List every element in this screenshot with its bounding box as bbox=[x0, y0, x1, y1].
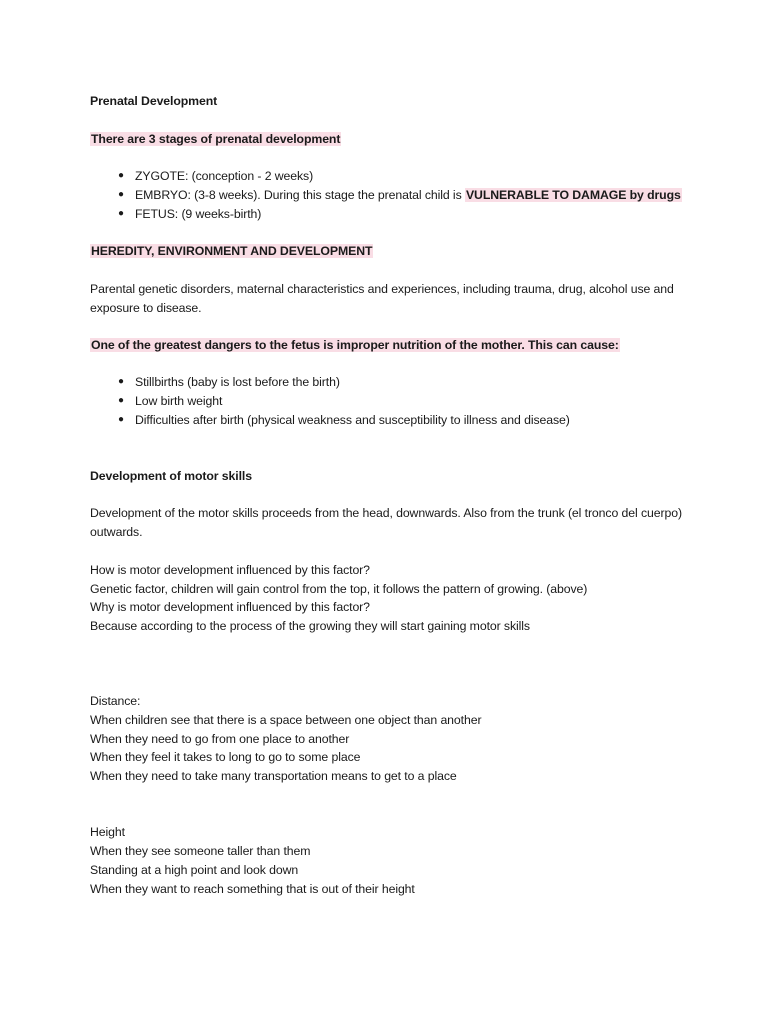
list-item-text bbox=[135, 187, 682, 203]
paragraph-line: How is motor development influenced by this factor? bbox=[90, 563, 370, 577]
danger-heading bbox=[90, 337, 620, 353]
list-item-text: ZYGOTE: (conception - 2 weeks) bbox=[135, 169, 314, 183]
heredity-heading-text: HEREDITY, ENVIRONMENT AND DEVELOPMENT bbox=[91, 244, 373, 258]
paragraph-line: When they need to take many transportation means to get to a place bbox=[90, 769, 457, 783]
section-label-height: Height bbox=[90, 825, 125, 839]
bullet-icon: ● bbox=[118, 170, 124, 181]
paragraph-line: Development of the motor skills proceeds from the head, downwards. Also from the trunk (el tronco del cuerpo) bbox=[90, 506, 682, 520]
list-item-text: Difficulties after birth (physical weakness and susceptibility to illness and disease) bbox=[135, 413, 570, 427]
list-item-text: FETUS: (9 weeks-birth) bbox=[135, 207, 262, 221]
paragraph-line: Because according to the process of the growing they will start gaining motor skills bbox=[90, 619, 530, 633]
list-item-text: Low birth weight bbox=[135, 394, 223, 408]
paragraph-line: Parental genetic disorders, maternal characteristics and experiences, including trauma, drug, alcohol use and bbox=[90, 282, 674, 296]
paragraph-line: Standing at a high point and look down bbox=[90, 863, 299, 877]
bullet-icon: ● bbox=[118, 208, 124, 219]
bullet-icon: ● bbox=[118, 376, 124, 387]
list-item-text: Stillbirths (baby is lost before the birth) bbox=[135, 375, 340, 389]
bullet-icon: ● bbox=[118, 395, 124, 406]
bullet-icon: ● bbox=[118, 189, 124, 200]
paragraph-line: Genetic factor, children will gain control from the top, it follows the pattern of growing. (above) bbox=[90, 582, 588, 596]
list-item-plain: EMBRYO: (3-8 weeks). During this stage the prenatal child is bbox=[135, 188, 465, 202]
stages-heading-text: There are 3 stages of prenatal development bbox=[91, 132, 341, 146]
paragraph-line: exposure to disease. bbox=[90, 301, 202, 315]
motor-heading: Development of motor skills bbox=[90, 469, 252, 483]
heredity-heading bbox=[90, 243, 373, 259]
paragraph-line: Why is motor development influenced by this factor? bbox=[90, 600, 370, 614]
paragraph-line: When they want to reach something that is out of their height bbox=[90, 882, 415, 896]
stages-heading bbox=[90, 131, 341, 147]
page-title: Prenatal Development bbox=[90, 94, 218, 108]
paragraph-line: When they see someone taller than them bbox=[90, 844, 311, 858]
danger-heading-text: One of the greatest dangers to the fetus is improper nutrition of the mother. This can cause: bbox=[91, 338, 619, 352]
bullet-icon: ● bbox=[118, 414, 124, 425]
paragraph-line: outwards. bbox=[90, 525, 143, 539]
section-label-distance: Distance: bbox=[90, 694, 141, 708]
paragraph-line: When they feel it takes to long to go to some place bbox=[90, 750, 361, 764]
highlighted-warning: VULNERABLE TO DAMAGE by drugs bbox=[465, 188, 681, 202]
paragraph-line: When they need to go from one place to another bbox=[90, 732, 350, 746]
paragraph-line: When children see that there is a space between one object than another bbox=[90, 713, 482, 727]
